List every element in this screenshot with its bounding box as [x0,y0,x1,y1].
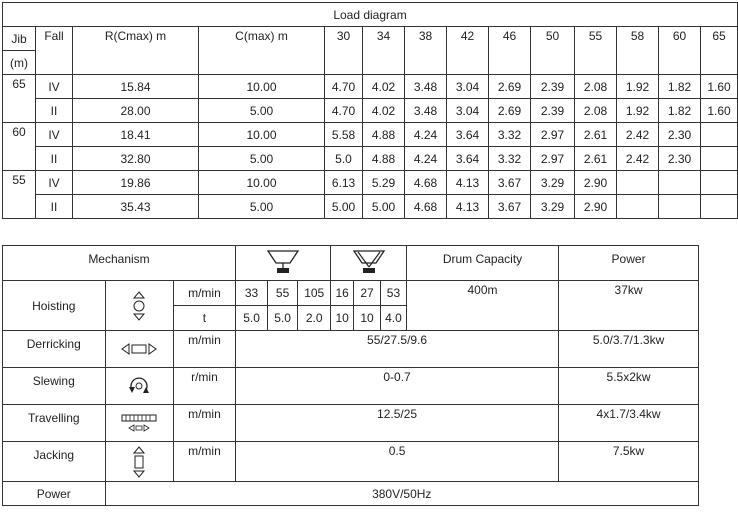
unit: r/min [173,368,235,405]
table-row [3,195,738,219]
mechanism-name: Slewing [3,368,106,405]
load-cell: 2.69 [489,75,531,99]
header-radius: 50 [531,27,575,75]
mechanism-icon-cell [105,405,173,442]
jib-length: 60 [3,123,36,171]
speed-cell: 33 [236,281,268,306]
c-value: 5.00 [199,99,325,123]
drum-capacity-value: 400m [406,281,558,331]
load-cell: 1.82 [659,99,701,123]
load-cell: 4.88 [363,147,405,171]
load-cell: 1.82 [659,75,701,99]
power-value: 7.5kw [559,442,699,482]
mechanism-name: Hoisting [3,281,106,331]
mechanism-value: 0.5 [236,442,559,482]
header-radius: 34 [363,27,405,75]
power-value: 4x1.7/3.4kw [559,405,699,442]
unit: m/min [173,405,235,442]
header-radius: 58 [617,27,659,75]
load-cell: 2.39 [531,99,575,123]
header-fall: Fall [36,27,73,75]
header-power: Power [559,246,699,281]
load-cell: 5.00 [325,195,363,219]
load-cell: 3.64 [447,123,489,147]
load-cell: 2.97 [531,147,575,171]
load-cell [701,171,738,195]
load-cell: 2.61 [575,123,617,147]
trolley-single-icon [266,249,300,277]
load-cell: 4.24 [405,123,447,147]
load-cell: 3.29 [531,171,575,195]
c-value: 10.00 [199,75,325,99]
load-cell [701,147,738,171]
slew-rotate-icon [127,376,151,396]
header-mechanism: Mechanism [3,246,236,281]
load-cell: 4.88 [363,123,405,147]
load-cell: 4.68 [405,195,447,219]
hoist-up-down-icon [132,291,146,321]
load-cell: 3.48 [405,99,447,123]
unit-speed: m/min [173,281,235,306]
speed-cell: 105 [298,281,331,306]
load-cell: 2.42 [617,123,659,147]
speed-cell: 55 [268,281,298,306]
power-supply-value: 380V/50Hz [105,482,698,506]
c-value: 5.00 [199,147,325,171]
load-cell: 2.39 [531,75,575,99]
fall-value: II [36,195,73,219]
speed-cell: 53 [380,281,406,306]
table-row [3,442,699,482]
header-jib: Jib [3,27,36,51]
time-cell: 5.0 [268,306,298,331]
jib-length: 65 [3,75,36,123]
load-cell: 2.90 [575,171,617,195]
mechanism-table [2,245,699,506]
header-radius: 60 [659,27,701,75]
load-cell [617,171,659,195]
load-cell: 4.02 [363,75,405,99]
r-value: 15.84 [73,75,199,99]
power-value: 5.5x2kw [559,368,699,405]
table-row [3,281,699,306]
mechanism-name: Travelling [3,405,106,442]
header-radius: 42 [447,27,489,75]
load-cell: 5.58 [325,123,363,147]
header-radius: 46 [489,27,531,75]
speed-cell: 27 [354,281,381,306]
table-row [3,171,738,195]
table-row [3,147,738,171]
mechanism-icon-cell [105,442,173,482]
table-row [3,123,738,147]
load-cell: 2.08 [575,99,617,123]
speed-cell: 16 [331,281,354,306]
load-cell: 5.29 [363,171,405,195]
header-hoist-mode-b [331,246,407,281]
unit: m/min [173,442,235,482]
load-diagram-title: Load diagram [3,3,738,27]
mechanism-value: 55/27.5/9.6 [236,331,559,368]
load-cell: 3.32 [489,123,531,147]
power-value: 37kw [559,281,699,331]
r-value: 28.00 [73,99,199,123]
load-cell: 2.30 [659,123,701,147]
r-value: 35.43 [73,195,199,219]
header-radius: 55 [575,27,617,75]
load-cell: 5.00 [363,195,405,219]
mechanism-value: 12.5/25 [236,405,559,442]
load-cell [659,195,701,219]
jack-up-down-icon [133,446,145,478]
load-cell: 1.60 [701,75,738,99]
load-cell: 3.32 [489,147,531,171]
power-supply-label: Power [3,482,106,506]
time-cell: 10 [331,306,354,331]
load-cell: 4.68 [405,171,447,195]
power-value: 5.0/3.7/1.3kw [559,331,699,368]
time-cell: 4.0 [380,306,406,331]
r-value: 32.80 [73,147,199,171]
table-row [3,75,738,99]
header-c-max: C(max) m [199,27,325,75]
load-cell: 3.67 [489,195,531,219]
load-cell: 4.24 [405,147,447,171]
header-radius: 65 [701,27,738,75]
header-radius: 38 [405,27,447,75]
load-cell [701,195,738,219]
load-cell: 2.08 [575,75,617,99]
mechanism-icon-cell [105,281,173,331]
fall-value: II [36,147,73,171]
load-cell: 1.92 [617,75,659,99]
fall-value: IV [36,75,73,99]
load-cell: 3.04 [447,99,489,123]
load-cell: 5.0 [325,147,363,171]
load-cell: 3.64 [447,147,489,171]
table-row [3,482,699,506]
jib-length: 55 [3,171,36,219]
load-cell: 3.48 [405,75,447,99]
load-cell: 2.97 [531,123,575,147]
c-value: 10.00 [199,123,325,147]
fall-value: II [36,99,73,123]
table-row [3,405,699,442]
c-value: 5.00 [199,195,325,219]
load-cell [617,195,659,219]
load-cell: 3.04 [447,75,489,99]
mechanism-name: Derricking [3,331,106,368]
r-value: 19.86 [73,171,199,195]
load-cell: 1.92 [617,99,659,123]
mechanism-name: Jacking [3,442,106,482]
table-row [3,99,738,123]
load-cell: 6.13 [325,171,363,195]
unit-time: t [173,306,235,331]
time-cell: 2.0 [298,306,331,331]
unit: m/min [173,331,235,368]
load-cell: 2.30 [659,147,701,171]
load-cell [659,171,701,195]
load-cell: 3.67 [489,171,531,195]
mechanism-value: 0-0.7 [236,368,559,405]
load-cell: 4.70 [325,75,363,99]
load-cell [701,123,738,147]
table-row [3,368,699,405]
load-cell: 2.69 [489,99,531,123]
header-drum-capacity: Drum Capacity [406,246,558,281]
table-row [3,331,699,368]
load-cell: 4.13 [447,195,489,219]
load-cell: 4.02 [363,99,405,123]
load-cell: 2.61 [575,147,617,171]
trolley-double-icon [352,249,386,277]
r-value: 18.41 [73,123,199,147]
travel-track-icon [121,413,157,433]
time-cell: 10 [354,306,381,331]
header-jib-unit: (m) [3,51,36,75]
load-cell: 2.90 [575,195,617,219]
header-radius: 30 [325,27,363,75]
load-cell: 4.13 [447,171,489,195]
load-diagram-table [2,2,738,219]
mechanism-icon-cell [105,368,173,405]
header-hoist-mode-a [236,246,331,281]
time-cell: 5.0 [236,306,268,331]
fall-value: IV [36,123,73,147]
header-r-cmax: R(Cmax) m [73,27,199,75]
fall-value: IV [36,171,73,195]
load-cell: 4.70 [325,99,363,123]
c-value: 10.00 [199,171,325,195]
derrick-left-right-icon [121,343,157,355]
load-cell: 3.29 [531,195,575,219]
load-cell: 2.42 [617,147,659,171]
mechanism-icon-cell [105,331,173,368]
load-cell: 1.60 [701,99,738,123]
